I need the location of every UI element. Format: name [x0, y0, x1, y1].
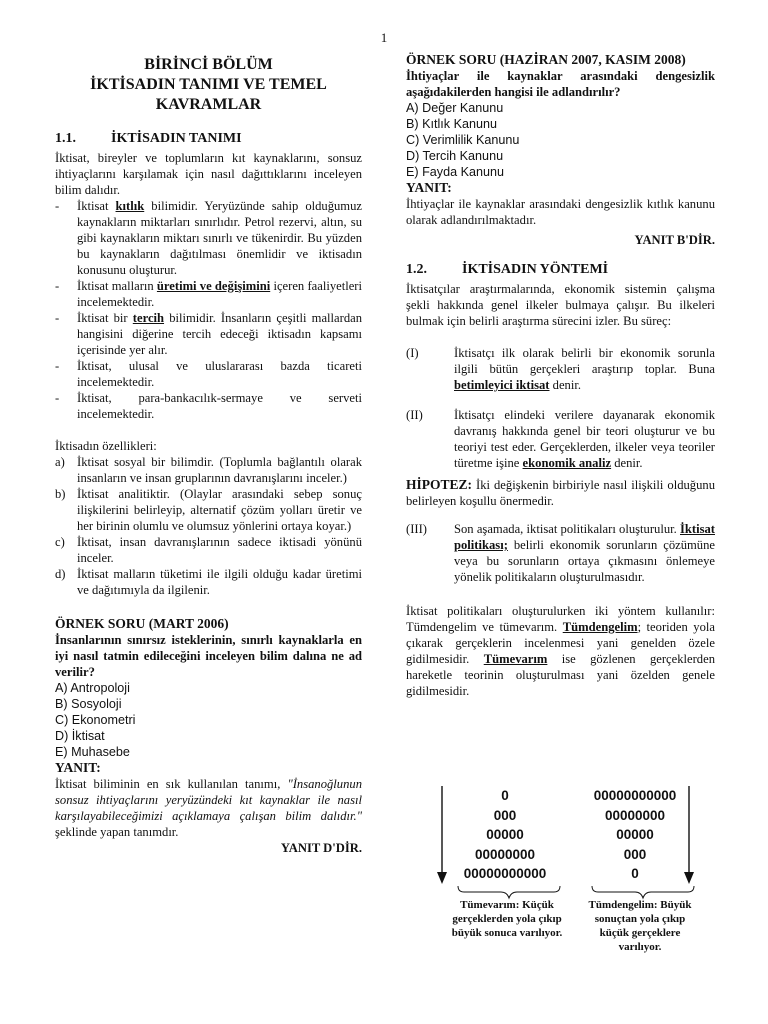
option: B) Kıtlık Kanunu — [406, 117, 498, 131]
list-item: - İktisat, para-bankacılık-sermaye ve serveti incelemektedir. — [55, 391, 362, 421]
list-item: - İktisat malların üretimi ve değişimini içeren faaliyetleri incelemektedir. — [55, 279, 362, 309]
method-intro: İktisatçılar araştırmalarında, ekonomik sistemin çalışma şekli hakkında genel ilkeler bulmaya çalışır. Bu ilkeleri bulmak için belirli araştırma sürecini izler. Bu süreç: — [406, 282, 715, 328]
option: D) Tercih Kanunu — [406, 149, 504, 163]
method-step: (III) Son aşamada, iktisat politikaları oluşturulur. İktisat politikası; belirli ekonomik sorunların çözümüne veya bu sorunların ortaya çıkmasını önlemeye yönelik politikaların oluşturulmasıdır. — [406, 522, 715, 584]
key-term: ekonomik analiz — [522, 456, 612, 470]
key-term: Tümdengelim — [562, 620, 638, 634]
intro-paragraph: İktisat, bireyler ve toplumların kıt kaynaklarını, sonsuz ihtiyaçlarını karşılamak için nasıl dağıttıklarını inceleyen bilim dalıdır. — [55, 151, 362, 197]
left-brace — [458, 886, 560, 898]
answer-result: YANIT D'DİR. — [280, 841, 362, 855]
section-number: 1.1. — [55, 131, 76, 146]
zero-row: 00000000 — [604, 807, 666, 823]
induction-deduction-diagram — [430, 782, 720, 982]
example-question-2 — [406, 52, 715, 248]
question-text: İnsanlarının sınırsız isteklerinin, sınırlı kaynaklarla en iyi nasıl tatmin edileceğini inceleyen bilim dalına ne ad verilir? — [55, 633, 362, 679]
list-item: d) İktisat malların tüketimi ile ilgili olduğu kadar üretimi ve dağıtımıyla da ilgilenir. — [55, 567, 362, 597]
induction-rows — [452, 786, 558, 884]
answer-label: YANIT: — [406, 180, 452, 195]
deduction-rows — [582, 786, 688, 884]
answer-text: İhtiyaçlar ile kaynaklar arasındaki dengesizlik kıtlık kanunu olarak adlandırılmaktadır. — [406, 197, 715, 227]
example-question-1 — [55, 616, 362, 856]
key-term: betimleyici iktisat — [454, 378, 550, 392]
induction-caption: Tümevarım: Küçük gerçeklerden yola çıkıp büyük sonuca varılıyor. — [451, 899, 563, 939]
list-item: - İktisat kıtlık bilimidir. Yeryüzünde sahip olduğumuz kaynakların miktarları sınırlıdır. Petrol rezervi, altın, su gibi kaynakların miktarı sınırlı ve tükenirdir. Bu yüzden bu kaynakların dağıtılması önemlidir ve iktisadın konusunu oluşturur. — [55, 199, 362, 277]
zero-row: 00000000 — [474, 846, 536, 862]
right-column — [406, 52, 715, 699]
section-number: 1.2. — [406, 262, 427, 277]
method-step: (II) İktisatçı elindeki verilere dayanarak ekonomik davranış hakkında genel bir teori oluşturur ve bu teoriyi test eder. Gerçeklerden, ilkeler veya teoriler türetme işine ekonomik analiz denir. — [406, 408, 715, 470]
list-item: c) İktisat, insan davranışlarının sadece iktisadi yönünü inceler. — [55, 535, 362, 565]
features-list — [55, 454, 362, 598]
section-heading — [406, 262, 715, 278]
list-item: a) İktisat sosyal bir bilimdir. (Toplumla bağlantılı olarak insanların ve insan gruplarının davranışlarını inceler.) — [55, 455, 362, 485]
zero-row: 00000000000 — [593, 788, 677, 803]
key-term: Tümevarım — [483, 652, 548, 666]
zero-row: 000 — [493, 807, 517, 823]
option: E) Muhasebe — [55, 745, 130, 759]
key-term: tercih — [132, 311, 165, 325]
question-heading: ÖRNEK SORU (HAZİRAN 2007, KASIM 2008) — [406, 52, 686, 67]
zero-row: 0 — [501, 788, 509, 803]
chapter-title-line: KAVRAMLAR — [155, 96, 262, 113]
section-title: İKTİSADIN YÖNTEMİ — [462, 262, 609, 277]
zero-row: 00000 — [486, 827, 524, 843]
deduction-caption: Tümdengelim: Büyük sonuçtan yola çıkıp küçük gerçeklere varılıyor. — [588, 899, 692, 953]
list-item: - İktisat, ulusal ve uluslararası bazda ticareti incelemektedir. — [55, 359, 362, 389]
option: C) Ekonometri — [55, 713, 136, 727]
method-step: (I) İktisatçı ilk olarak belirli bir ekonomik sorunla ilgili bütün gerçekleri araştırıp toplar. Buna betimleyici iktisat denir. — [406, 346, 715, 392]
answer-label: YANIT: — [55, 760, 101, 775]
key-term: üretimi ve değişimini — [156, 279, 271, 293]
section-title: İKTİSADIN TANIMI — [111, 131, 242, 146]
chapter-title-line: İKTİSADIN TANIMI VE TEMEL — [90, 76, 327, 93]
page-number: 1 — [380, 30, 388, 45]
option: D) İktisat — [55, 729, 105, 743]
chapter-title — [55, 55, 362, 115]
option: E) Fayda Kanunu — [406, 165, 505, 179]
zero-row: 00000000000 — [463, 866, 547, 882]
key-term: kıtlık — [115, 199, 145, 213]
answer-result: YANIT B'DİR. — [634, 233, 715, 247]
zero-row: 0 — [631, 866, 639, 882]
zero-row: 00000 — [616, 827, 654, 843]
question-heading: ÖRNEK SORU (MART 2006) — [55, 616, 229, 631]
option: A) Antropoloji — [55, 681, 130, 695]
question-text: İhtiyaçlar ile kaynaklar arasındaki dengesizlik aşağıdakilerden hangisi ile adlandırılır? — [406, 69, 715, 99]
definition-list — [55, 198, 362, 422]
key-term: İktisat politikası; — [454, 522, 715, 552]
zero-row: 000 — [623, 846, 647, 862]
features-title: İktisadın özellikleri: — [55, 439, 157, 453]
chapter-title-line: BİRİNCİ BÖLÜM — [144, 56, 273, 73]
option: B) Sosyoloji — [55, 697, 122, 711]
list-item: - İktisat bir tercih bilimidir. İnsanların çeşitli mallardan hangisini diğerine tercih edeceği iktisadın kapsamı içerisinde yer alır. — [55, 311, 362, 357]
arrow-head-left — [437, 872, 447, 884]
policy-paragraph: İktisat politikaları oluşturulurken iki yöntem kullanılır: Tümdengelim ve tümevarım. Tümdengelim; teoriden yola çıkarak gerçeklerin incelenmesi yani genelden özele gidilmesidir. Tümevarım ise gözlenen gerçeklerden hareketle teorinin oluşturulması yani özelden genele gidilmesidir. — [406, 604, 715, 698]
option: C) Verimlilik Kanunu — [406, 133, 520, 147]
list-item: b) İktisat analitiktir. (Olaylar arasındaki sebep sonuç ilişkilerini belirleyip, alternatif çözüm yolları üretir ve her birinin olumlu ve olumsuz yönlerini ortaya koyar.) — [55, 487, 362, 533]
right-brace — [592, 886, 694, 898]
left-column — [55, 52, 362, 856]
section-heading — [55, 131, 362, 147]
answer-text: İktisat biliminin en sık kullanılan tanımı, "İnsanoğlunun sonsuz ihtiyaçlarını yeryüzündeki kıt kaynaklar ile nasıl karşılayabileceğimizi açıklamaya çalışan bilim dalıdır." şeklinde yapan tanımdır. — [55, 777, 362, 839]
option: A) Değer Kanunu — [406, 101, 504, 115]
hypothesis: HİPOTEZ: İki değişkenin birbiriyle nasıl ilişkili olduğunu belirleyen koşullu önermedir. — [406, 477, 715, 508]
